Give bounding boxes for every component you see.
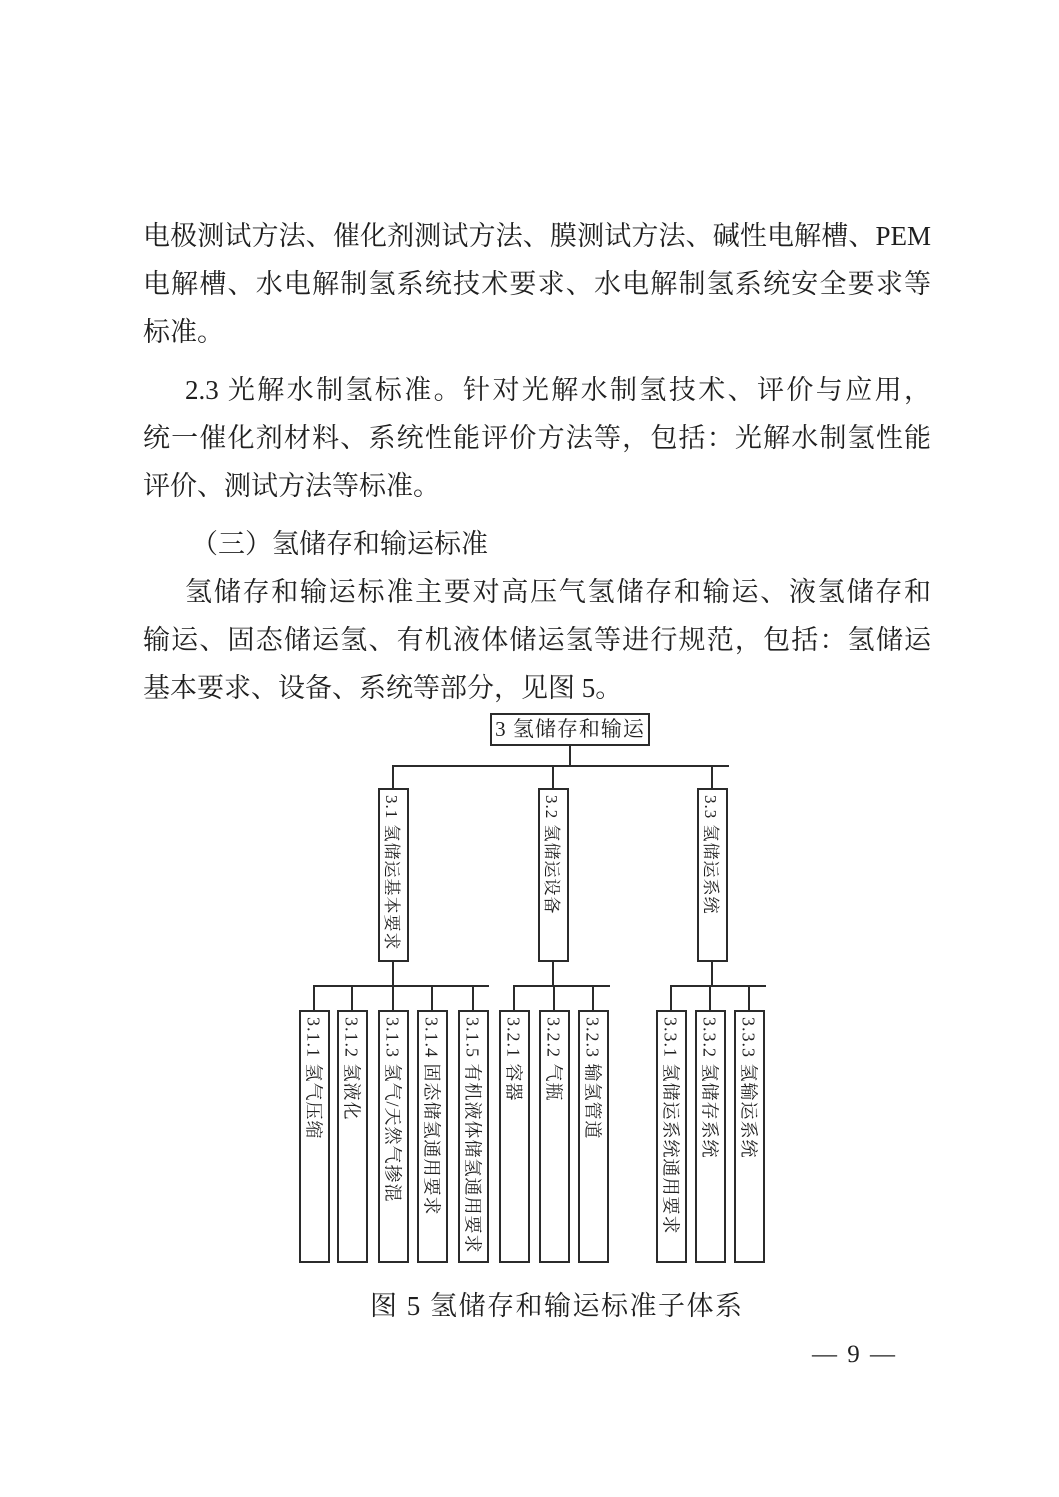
diagram-node-label: 3.1.3 氢气/天然气掺混 bbox=[382, 1017, 403, 1203]
diagram-node-label: 3.3.2 氢储存系统 bbox=[699, 1017, 720, 1159]
body-line: 电极测试方法、催化剂测试方法、膜测试方法、碱性电解槽、PEM bbox=[143, 221, 931, 251]
diagram-node-label: 3.1.1 氢气压缩 bbox=[303, 1017, 324, 1140]
diagram-node-3-1-5 bbox=[458, 1010, 489, 1263]
diagram-node-3-3 bbox=[697, 788, 728, 962]
diagram-node-label: 3.2.3 输氢管道 bbox=[582, 1017, 603, 1140]
diagram-node-3-2-1 bbox=[499, 1010, 530, 1263]
diagram-node-3-1-4 bbox=[417, 1010, 448, 1263]
diagram-node-label: 3.3.1 氢储运系统通用要求 bbox=[660, 1017, 681, 1235]
diagram-node-label: 3.2.1 容器 bbox=[503, 1017, 524, 1102]
diagram-node-label: 3.1.5 有机液体储氢通用要求 bbox=[462, 1017, 483, 1254]
diagram-node-3-2-2 bbox=[539, 1010, 570, 1263]
body-line: 氢储存和输运标准主要对高压气氢储存和输运、液氢储存和 bbox=[185, 577, 931, 607]
diagram-node-3-1-2 bbox=[337, 1010, 368, 1263]
body-line: 输运、固态储运氢、有机液体储运氢等进行规范，包括：氢储运 bbox=[143, 625, 931, 655]
diagram-node-label: 3.2 氢储运设备 bbox=[542, 795, 561, 915]
body-line: 电解槽、水电解制氢系统技术要求、水电解制氢系统安全要求等 bbox=[143, 269, 931, 299]
diagram-node-label: 3.3.3 氢输运系统 bbox=[738, 1017, 759, 1159]
diagram-node-3-1 bbox=[378, 788, 409, 962]
diagram-node-3-1-1 bbox=[299, 1010, 330, 1263]
diagram-node-label: 3.2.2 气瓶 bbox=[543, 1017, 564, 1102]
body-line: 标准。 bbox=[143, 317, 224, 347]
body-line: 评价、测试方法等标准。 bbox=[143, 471, 440, 501]
diagram-node-3-3-3 bbox=[734, 1010, 765, 1263]
diagram-node-label: 3.3 氢储运系统 bbox=[701, 795, 720, 915]
section-heading: （三）氢储存和输运标准 bbox=[191, 529, 488, 559]
diagram-node-label: 3.1.4 固态储氢通用要求 bbox=[421, 1017, 442, 1216]
figure-caption: 图 5 氢储存和输运标准子体系 bbox=[370, 1291, 744, 1321]
diagram-node-label: 3.1 氢储运基本要求 bbox=[382, 795, 401, 951]
page-number: — 9 — bbox=[812, 1341, 897, 1368]
diagram-node-label: 3.1.2 氢液化 bbox=[341, 1017, 362, 1121]
diagram-node-3-3-1 bbox=[656, 1010, 687, 1263]
body-line: 2.3 光解水制氢标准。针对光解水制氢技术、评价与应用， bbox=[185, 375, 931, 405]
diagram-node-3-2 bbox=[538, 788, 569, 962]
body-line: 基本要求、设备、系统等部分，见图 5。 bbox=[143, 673, 623, 703]
diagram-root-box bbox=[490, 713, 650, 746]
diagram-node-3-1-3 bbox=[378, 1010, 409, 1263]
body-text-block bbox=[143, 214, 931, 714]
body-line: 统一催化剂材料、系统性能评价方法等，包括：光解水制氢性能 bbox=[143, 423, 931, 453]
diagram-root-label: 3 氢储存和输运 bbox=[495, 717, 645, 741]
diagram-node-3-3-2 bbox=[695, 1010, 726, 1263]
diagram-node-3-2-3 bbox=[578, 1010, 609, 1263]
